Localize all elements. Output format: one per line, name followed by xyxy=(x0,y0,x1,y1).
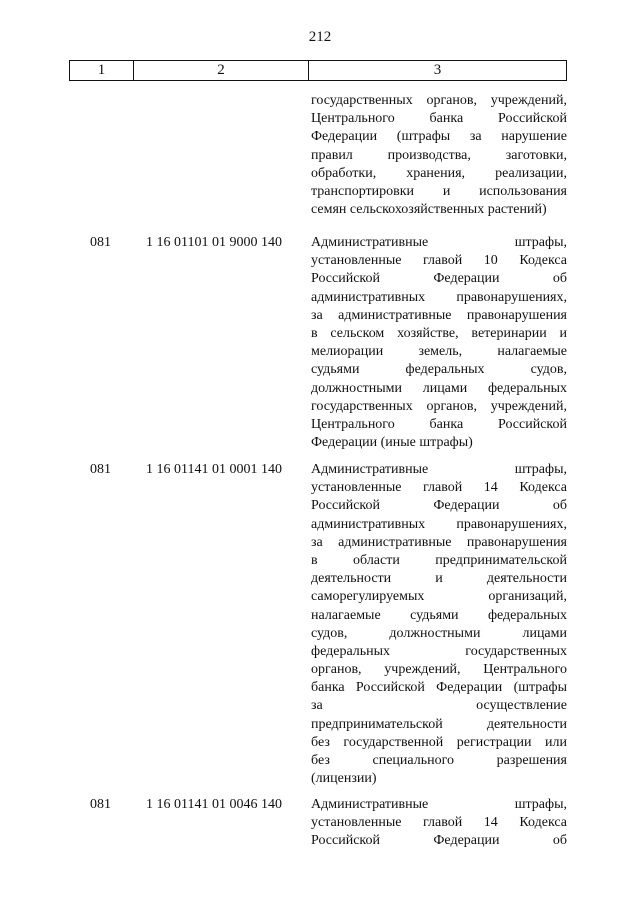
description-line: деятельности и деятельности xyxy=(311,571,567,587)
description-line: органов, учреждений, Центрального xyxy=(311,662,567,678)
description-line: (лицензии) xyxy=(311,771,377,787)
description-line: Центрального банка Российской xyxy=(311,111,567,127)
entry-description xyxy=(311,461,567,788)
description-line: судов, должностными лицами xyxy=(311,625,567,641)
description-line: за административные правонарушения xyxy=(311,534,567,550)
description-line: мелиорации земель, налагаемые xyxy=(311,344,567,360)
description-line: банка Российской Федерации (штрафы xyxy=(311,680,567,696)
description-line: Административные штрафы, xyxy=(311,235,567,250)
description-line: правил производства, заготовки, xyxy=(311,147,567,163)
description-line: установленные главой 10 Кодекса xyxy=(311,253,567,269)
description-line: без государственной регистрации или xyxy=(311,734,567,750)
kbk-code: 1 16 01101 01 9000 140 xyxy=(146,235,282,250)
description-line: установленные главой 14 Кодекса xyxy=(311,480,567,496)
column-header-row xyxy=(69,60,567,81)
description-line: Административные штрафы, xyxy=(311,462,567,477)
description-line: административных правонарушениях, xyxy=(311,516,567,532)
admin-code: 081 xyxy=(90,797,111,812)
page-number: 212 xyxy=(308,29,332,45)
entry-description xyxy=(311,92,567,219)
description-line: за осуществление xyxy=(311,698,567,714)
description-line: саморегулируемых организаций, xyxy=(311,589,567,605)
column-header-2: 2 xyxy=(134,61,309,80)
description-line: установленные главой 14 Кодекса xyxy=(311,815,567,831)
description-line: федеральных государственных xyxy=(311,643,567,659)
description-line: должностными лицами федеральных xyxy=(311,380,567,396)
description-line: Российской Федерации об xyxy=(311,498,567,514)
description-line: транспортировки и использования xyxy=(311,183,567,199)
column-header-1: 1 xyxy=(70,61,134,80)
entry-description xyxy=(311,234,567,452)
description-line: налагаемые судьями федеральных xyxy=(311,607,567,623)
description-line: государственных органов, учреждений, xyxy=(311,398,567,414)
description-line: Федерации (иные штрафы) xyxy=(311,435,473,451)
entry-description xyxy=(311,796,567,851)
description-line: административных правонарушениях, xyxy=(311,289,567,305)
description-line: Федерации (штрафы за нарушение xyxy=(311,129,567,145)
description-line: Центрального банка Российской xyxy=(311,416,567,432)
description-line: в сельском хозяйстве, ветеринарии и xyxy=(311,325,567,341)
description-line: семян сельскохозяйственных растений) xyxy=(311,202,547,218)
description-line: Российской Федерации об xyxy=(311,833,567,849)
kbk-code: 1 16 01141 01 0046 140 xyxy=(146,797,282,812)
description-line: государственных органов, учреждений, xyxy=(311,93,567,108)
description-line: за административные правонарушения xyxy=(311,307,567,323)
description-line: Российской Федерации об xyxy=(311,271,567,287)
kbk-code: 1 16 01141 01 0001 140 xyxy=(146,462,282,477)
admin-code: 081 xyxy=(90,235,111,250)
description-line: Административные штрафы, xyxy=(311,797,567,812)
description-line: судьями федеральных судов, xyxy=(311,362,567,378)
column-header-3: 3 xyxy=(433,62,442,78)
description-line: предпринимательской деятельности xyxy=(311,716,567,732)
admin-code: 081 xyxy=(90,462,111,477)
description-line: обработки, хранения, реализации, xyxy=(311,165,567,181)
description-line: без специального разрешения xyxy=(311,753,567,768)
description-line: в области предпринимательской xyxy=(311,552,567,568)
